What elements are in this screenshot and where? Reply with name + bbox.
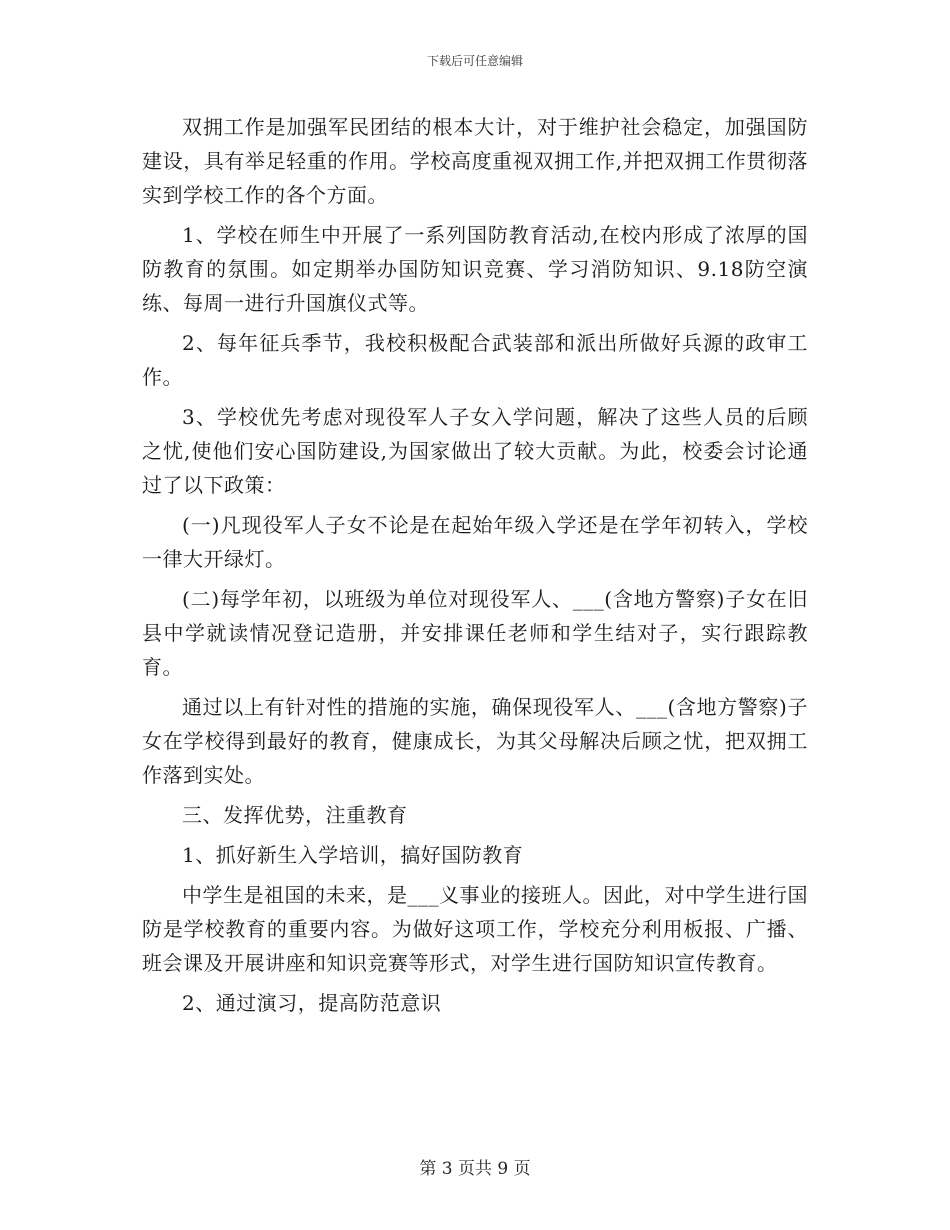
section-heading-3: 三、发挥优势，注重教育 — [182, 803, 408, 827]
header-note: 下载后可任意编辑 — [426, 54, 523, 68]
subheading-2: 2、通过演习，提高防范意识 — [182, 991, 442, 1015]
paragraph-summary: 通过以上有针对性的措施的实施，确保现役军人、___(含地方警察)子女在学校得到最好的教育，健康成长，为其父母解决后顾之忧，把双拥工作落到实处。 — [142, 695, 808, 787]
paragraph-policy-1: (一)凡现役军人子女不论是在起始年级入学还是在学年初转入，学校一律大开绿灯。 — [142, 513, 808, 571]
paragraph-education: 中学生是祖国的未来，是___义事业的接班人。因此，对中学生进行国防是学校教育的重要内容。为做好这项工作，学校充分利用板报、广播、班会课及开展讲座和知识竞赛等形式，对学生进行国防知识宣传教育。 — [142, 883, 808, 975]
paragraph-item-3: 3、学校优先考虑对现役军人子女入学问题，解决了这些人员的后顾之忧,使他们安心国防建设,为国家做出了较大贡献。为此，校委会讨论通过了以下政策： — [142, 405, 808, 497]
page-number: 第 3 页共 9 页 — [419, 1159, 531, 1179]
document-body — [142, 110, 808, 1020]
paragraph-item-2: 2、每年征兵季节，我校积极配合武装部和派出所做好兵源的政审工作。 — [142, 331, 808, 389]
paragraph-item-1: 1、学校在师生中开展了一系列国防教育活动,在校内形成了浓厚的国防教育的氛围。如定期举办国防知识竞赛、学习消防知识、9.18防空演练、每周一进行升国旗仪式等。 — [142, 223, 808, 315]
paragraph-policy-2: (二)每学年初，以班级为单位对现役军人、___(含地方警察)子女在旧县中学就读情况登记造册，并安排课任老师和学生结对子，实行跟踪教育。 — [142, 587, 808, 679]
subheading-1: 1、抓好新生入学培训，搞好国防教育 — [182, 843, 524, 867]
paragraph-intro: 双拥工作是加强军民团结的根本大计，对于维护社会稳定，加强国防建设，具有举足轻重的作用。学校高度重视双拥工作,并把双拥工作贯彻落实到学校工作的各个方面。 — [142, 115, 808, 207]
